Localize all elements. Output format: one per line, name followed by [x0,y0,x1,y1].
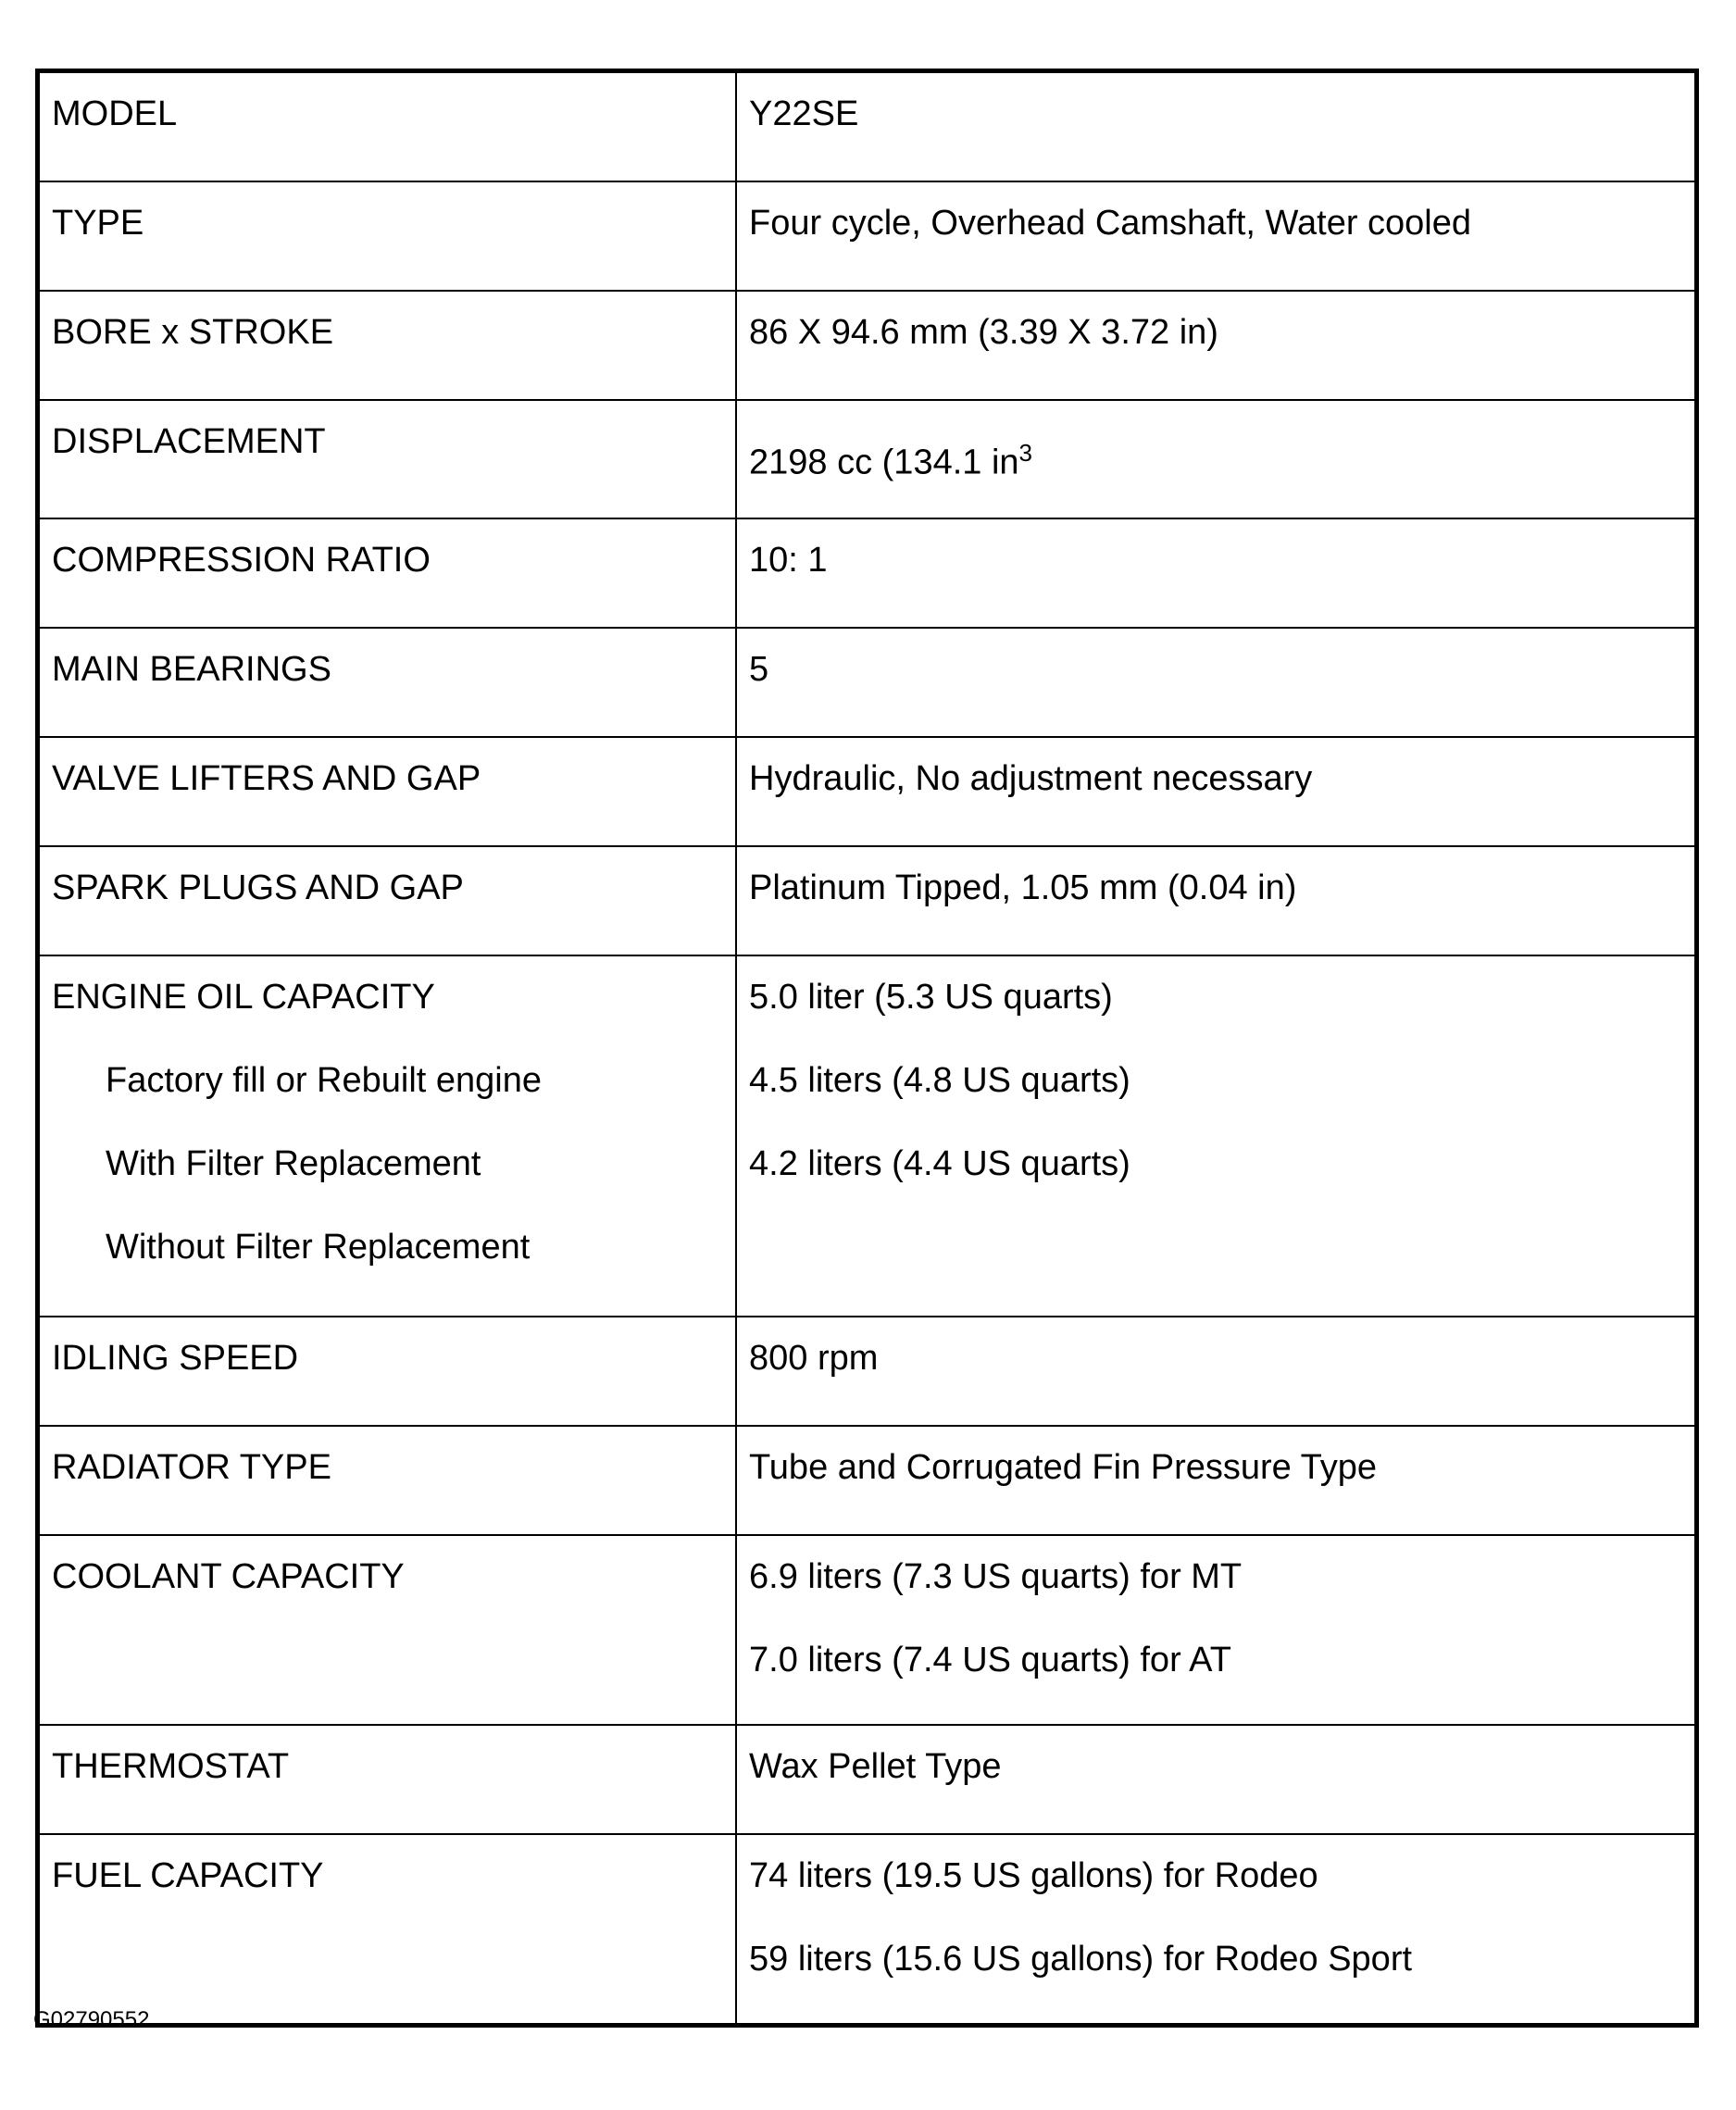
spec-value-cell [736,737,1697,846]
spec-value: 59 liters (15.6 US gallons) for Rodeo Sport [749,1940,1413,1979]
spec-row-model [38,71,1697,182]
spec-value: Wax Pellet Type [749,1747,1002,1786]
spec-value-cell [736,955,1697,1317]
spec-value-cell [736,846,1697,955]
spec-value: Hydraulic, No adjustment necessary [749,759,1313,798]
spec-value-text: 2198 cc (134.1 in [749,443,1019,482]
spec-sublabel: Without Filter Replacement [106,1228,531,1267]
spec-label: VALVE LIFTERS AND GAP [52,759,481,798]
spec-value-cell [736,1317,1697,1426]
spec-label: COMPRESSION RATIO [52,541,431,580]
spec-value: 86 X 94.6 mm (3.39 X 3.72 in) [749,313,1218,352]
spec-label: RADIATOR TYPE [52,1448,331,1487]
spec-value-cell [736,1535,1697,1725]
spec-value: Four cycle, Overhead Camshaft, Water cooled [749,204,1472,243]
spec-label-cell [38,518,737,628]
spec-label-cell [38,400,737,518]
spec-value: 6.9 liters (7.3 US quarts) for MT [749,1557,1243,1596]
spec-value: 7.0 liters (7.4 US quarts) for AT [749,1641,1231,1679]
spec-row-radiator-type [38,1426,1697,1535]
spec-label-cell [38,846,737,955]
spec-row-engine-oil-capacity [38,955,1697,1317]
spec-label: THERMOSTAT [52,1747,290,1786]
spec-row-idling-speed [38,1317,1697,1426]
spec-value-cell [736,1834,1697,2026]
spec-sublabel: With Filter Replacement [106,1144,481,1183]
spec-value-cell [736,400,1697,518]
spec-value: Tube and Corrugated Fin Pressure Type [749,1448,1378,1487]
spec-label-cell [38,1317,737,1426]
spec-value: 800 rpm [749,1339,879,1378]
spec-value-cell [736,1426,1697,1535]
spec-label-cell [38,291,737,400]
spec-row-thermostat [38,1725,1697,1834]
spec-label-cell [38,1834,737,2026]
spec-value [749,432,1682,483]
spec-label-cell [38,1426,737,1535]
spec-value-cell [736,628,1697,737]
superscript: 3 [1018,439,1032,467]
spec-label-cell [38,1725,737,1834]
spec-sublabel: Factory fill or Rebuilt engine [106,1061,542,1100]
spec-row-bore-stroke [38,291,1697,400]
spec-row-main-bearings [38,628,1697,737]
spec-value: 74 liters (19.5 US gallons) for Rodeo [749,1856,1318,1895]
spec-label: BORE x STROKE [52,313,334,352]
spec-row-type [38,181,1697,291]
spec-label: DISPLACEMENT [52,422,326,461]
spec-label-cell [38,955,737,1317]
spec-value: 4.2 liters (4.4 US quarts) [749,1144,1130,1183]
spec-label: MAIN BEARINGS [52,650,331,689]
spec-label: FUEL CAPACITY [52,1856,324,1895]
engine-spec-table [35,69,1699,2028]
figure-id: G02790552 [33,2007,150,2032]
spec-label-cell [38,71,737,182]
spec-label-cell [38,737,737,846]
spec-value: 5.0 liter (5.3 US quarts) [749,978,1113,1017]
spec-row-spark-plugs [38,846,1697,955]
spec-value: 4.5 liters (4.8 US quarts) [749,1061,1130,1100]
spec-row-compression-ratio [38,518,1697,628]
spec-label: COOLANT CAPACITY [52,1557,405,1596]
spec-label-cell [38,628,737,737]
spec-value: Y22SE [749,94,859,133]
spec-row-valve-lifters [38,737,1697,846]
spec-row-displacement [38,400,1697,518]
spec-value: 5 [749,650,769,689]
spec-value-cell [736,181,1697,291]
spec-value-cell [736,1725,1697,1834]
spec-value-cell [736,518,1697,628]
spec-value: 10: 1 [749,541,828,580]
spec-row-coolant-capacity [38,1535,1697,1725]
spec-label-cell [38,181,737,291]
spec-value-cell [736,71,1697,182]
spec-value-cell [736,291,1697,400]
spec-row-fuel-capacity [38,1834,1697,2026]
spec-value: Platinum Tipped, 1.05 mm (0.04 in) [749,868,1297,907]
spec-label: SPARK PLUGS AND GAP [52,868,464,907]
spec-label: IDLING SPEED [52,1339,299,1378]
spec-label: ENGINE OIL CAPACITY [52,978,435,1017]
spec-label: MODEL [52,94,178,133]
spec-label-cell [38,1535,737,1725]
spec-label: TYPE [52,204,144,243]
